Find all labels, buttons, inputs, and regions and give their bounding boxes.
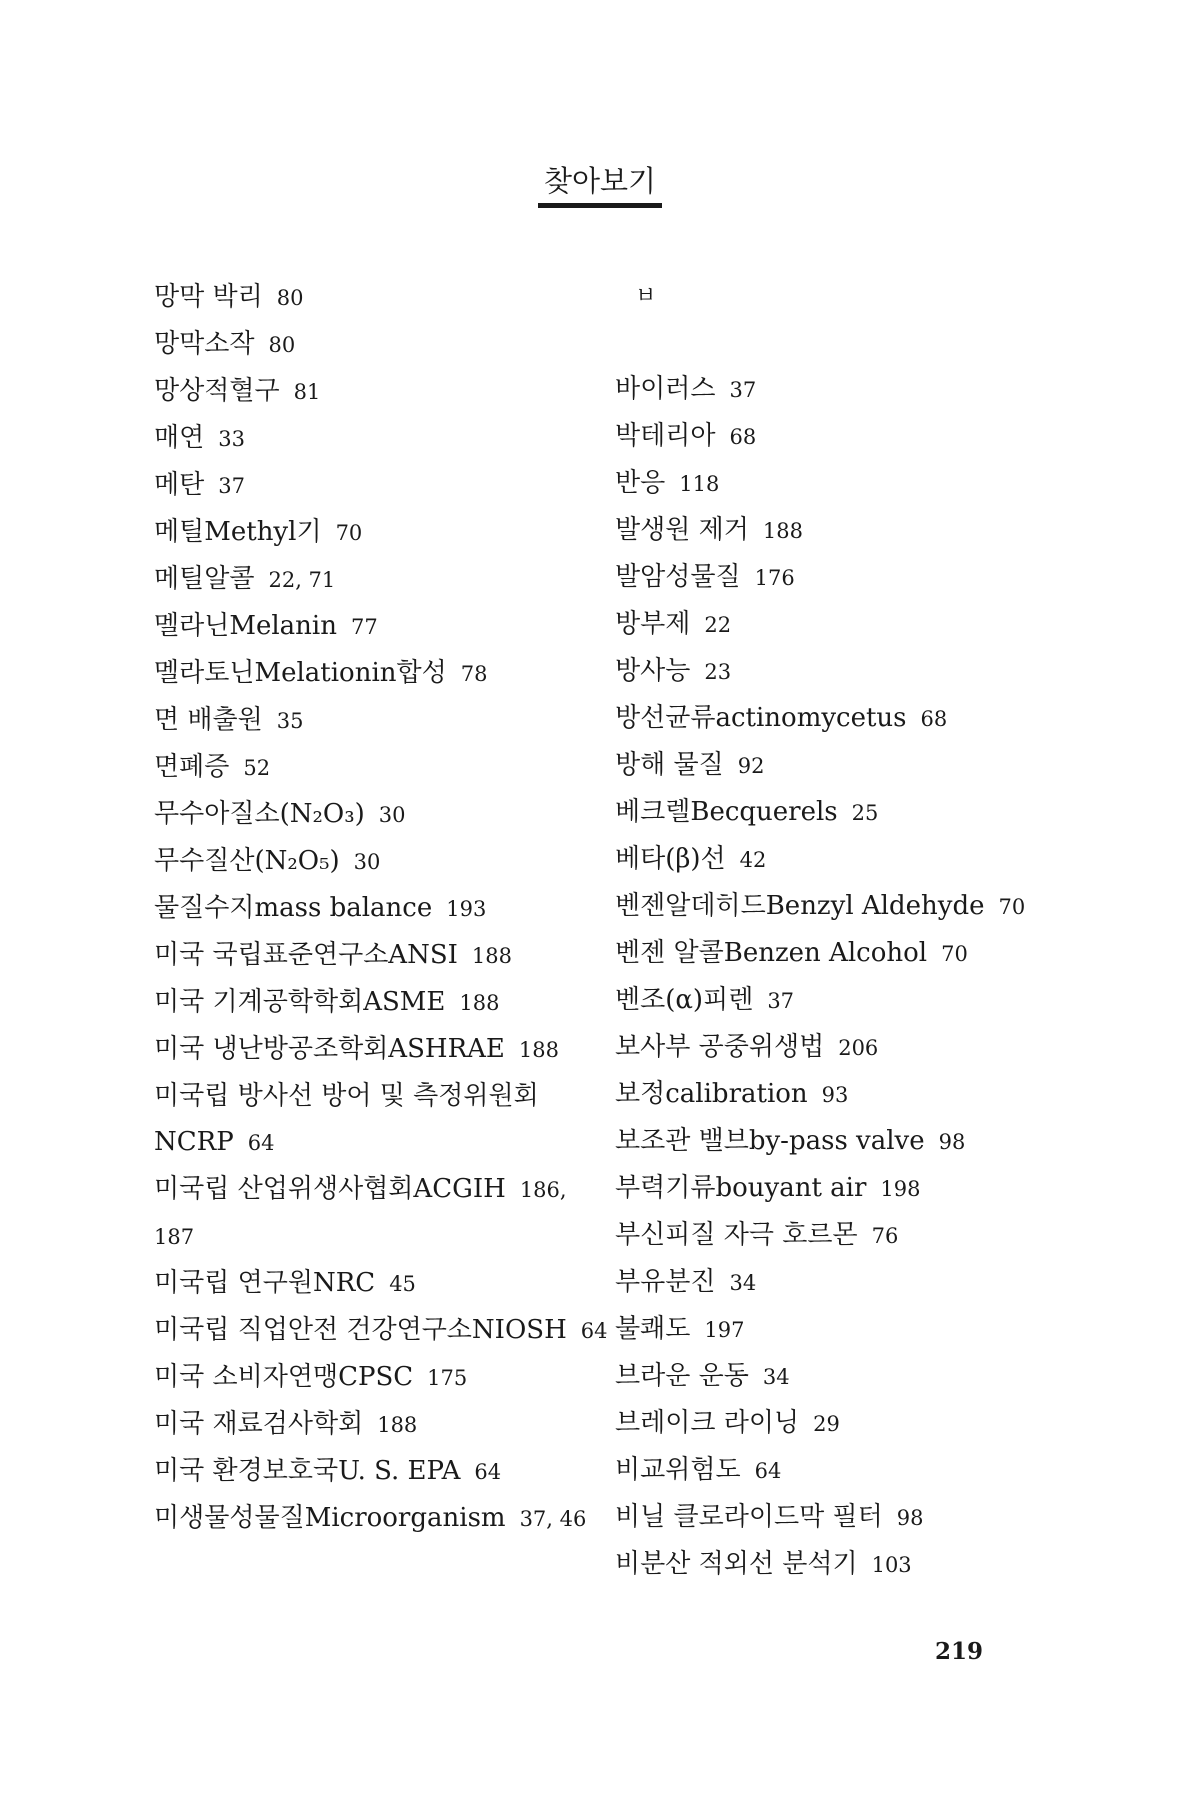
entry-pages: 37 [767, 989, 795, 1013]
entry-pages: 78 [460, 662, 488, 686]
index-entry [154, 462, 584, 509]
index-entry [615, 1541, 1035, 1588]
entry-term: 벤조(α)피렌 [615, 985, 754, 1015]
index-entry [615, 1071, 1035, 1118]
index-entry [154, 1166, 584, 1260]
entry-term: 미국 재료검사학회 [154, 1409, 364, 1439]
index-entry [154, 1495, 587, 1542]
entry-pages: 29 [813, 1412, 840, 1436]
entry-term: 미생물성물질Microorganism [154, 1503, 506, 1533]
index-entry [615, 1118, 1035, 1165]
index-entry [154, 932, 584, 979]
entry-pages: 92 [737, 754, 765, 778]
section-letter: ㅂ [635, 284, 657, 309]
entry-pages: 93 [821, 1083, 849, 1107]
index-entry [615, 648, 1035, 695]
index-entry [615, 836, 1035, 883]
entry-pages: 64 [754, 1459, 782, 1483]
index-entry [615, 601, 1035, 648]
entry-term: 브레이크 라이닝 [615, 1408, 800, 1438]
entry-term: 불쾌도 [615, 1314, 691, 1344]
index-entry [154, 509, 584, 556]
entry-pages: 81 [293, 380, 321, 404]
index-entry [154, 838, 584, 885]
entry-pages: 23 [704, 660, 732, 684]
entry-term: 박테리아 [615, 421, 716, 451]
entry-pages: 64 [247, 1131, 275, 1155]
entry-pages: 34 [762, 1365, 790, 1389]
index-entry [154, 321, 584, 368]
entry-pages: 80 [268, 333, 296, 357]
entry-term: 망막소작 [154, 329, 255, 359]
index-entry [615, 1494, 1035, 1541]
entry-pages: 30 [353, 850, 381, 874]
entry-pages: 35 [276, 709, 304, 733]
entry-term: 보정calibration [615, 1079, 808, 1109]
entry-pages: 193 [446, 897, 487, 921]
entry-pages: 103 [871, 1553, 912, 1577]
entry-term: 반응 [615, 468, 666, 498]
index-entry [154, 650, 584, 697]
entry-pages: 68 [920, 707, 948, 731]
entry-term: 부력기류bouyant air [615, 1173, 867, 1203]
index-entry [615, 507, 1035, 554]
index-entry [615, 366, 1035, 413]
index-entry [615, 1447, 1035, 1494]
index-entry [154, 603, 584, 650]
entry-term: 발생원 제거 [615, 515, 749, 545]
index-entry [154, 1307, 608, 1354]
index-entry [154, 979, 584, 1026]
index-entry [615, 460, 1035, 507]
entry-pages: 22 [704, 613, 732, 637]
entry-pages: 70 [941, 942, 968, 966]
index-entry [154, 1073, 584, 1166]
entry-term: 비분산 적외선 분석기 [615, 1549, 858, 1579]
entry-term: 멜라토닌Melationin합성 [154, 658, 447, 688]
entry-term: 물질수지mass balance [154, 893, 433, 923]
entry-pages: 188 [762, 519, 803, 543]
entry-term: 미국 소비자연맹CPSC [154, 1362, 414, 1392]
index-column-left [154, 274, 608, 1542]
entry-term: 미국립 직업안전 건강연구소NIOSH [154, 1315, 567, 1345]
index-entry [154, 556, 584, 603]
entry-term: 방선균류actinomycetus [615, 703, 907, 733]
entry-pages: 37 [218, 474, 245, 498]
entry-term: 망막 박리 [154, 282, 263, 312]
entry-pages: 34 [729, 1271, 757, 1295]
entry-pages: 25 [851, 801, 879, 825]
entry-pages: 197 [704, 1318, 745, 1342]
entry-term: 망상적혈구 [154, 376, 280, 406]
entry-term: 부신피질 자극 호르몬 [615, 1220, 858, 1250]
index-entry [154, 1354, 584, 1401]
entry-term: 방부제 [615, 609, 691, 639]
entry-term: 미국립 산업위생사협회ACGIH [154, 1174, 506, 1204]
entry-pages: 37 [729, 378, 757, 402]
index-entry [154, 1401, 584, 1448]
entry-term: 미국 냉난방공조학회ASHRAE [154, 1034, 505, 1064]
index-entry [154, 1448, 584, 1495]
entry-term: 바이러스 [615, 374, 716, 404]
entry-term: 보사부 공중위생법 [615, 1032, 825, 1062]
entry-term: 발암성물질 [615, 562, 741, 592]
entry-pages: 68 [729, 425, 757, 449]
index-entry [615, 1306, 1035, 1353]
entry-pages: 118 [679, 472, 720, 496]
entry-pages: 175 [427, 1366, 468, 1390]
index-entry [154, 885, 584, 932]
entry-pages: 188 [459, 991, 500, 1015]
entry-term: 무수아질소(N₂O₃) [154, 799, 365, 829]
entry-pages: 45 [389, 1272, 416, 1296]
entry-term: 메탄 [154, 470, 205, 500]
index-entry [615, 695, 1035, 742]
entry-pages: 188 [518, 1038, 559, 1062]
entry-pages: 76 [871, 1224, 899, 1248]
entry-pages: 80 [276, 286, 304, 310]
entry-pages: 64 [580, 1319, 608, 1343]
entry-term: 방해 물질 [615, 750, 724, 780]
entry-term: 면 배출원 [154, 705, 263, 735]
index-entry [615, 1400, 1035, 1447]
index-entry [615, 1024, 1035, 1071]
entry-term: 면폐증 [154, 752, 230, 782]
index-entry [615, 413, 1035, 460]
entry-pages: 64 [474, 1460, 502, 1484]
entry-pages: 70 [998, 895, 1026, 919]
entry-pages: 198 [880, 1177, 921, 1201]
entry-pages: 77 [350, 615, 378, 639]
entry-pages: 188 [471, 944, 513, 968]
entry-pages: 52 [243, 756, 271, 780]
entry-term: 베크렐Becquerels [615, 797, 838, 827]
entry-term: 무수질산(N₂O₅) [154, 846, 340, 876]
entry-pages: 176 [754, 566, 795, 590]
entry-pages: 37, 46 [519, 1507, 587, 1531]
entry-term: 방사능 [615, 656, 691, 686]
index-entry [154, 791, 584, 838]
entry-pages: 42 [739, 848, 767, 872]
index-entry [615, 1212, 1035, 1259]
entry-term: 보조관 밸브by-pass valve [615, 1126, 925, 1156]
index-column-right [615, 274, 1035, 1588]
entry-term: 벤젠 알콜Benzen Alcohol [615, 938, 928, 968]
entry-pages: 22, 71 [268, 568, 336, 592]
entry-term: 베타(β)선 [615, 844, 726, 874]
index-entry [615, 554, 1035, 601]
entry-term: 메틸Methyl기 [154, 517, 322, 547]
page-title: 찾아보기 [538, 163, 662, 208]
entry-pages: 186, 187 [154, 1178, 567, 1249]
index-entry [154, 368, 584, 415]
entry-term: 미국립 연구원NRC [154, 1268, 376, 1298]
entry-term: 브라운 운동 [615, 1361, 749, 1391]
index-entry [154, 415, 584, 462]
entry-term: 멜라닌Melanin [154, 611, 337, 641]
entry-pages: 30 [378, 803, 406, 827]
index-entry [615, 1353, 1035, 1400]
index-entry [154, 1260, 584, 1307]
index-entry [615, 742, 1035, 789]
entry-pages: 33 [218, 427, 245, 451]
entry-term: 벤젠알데히드Benzyl Aldehyde [615, 891, 985, 921]
index-entry [615, 789, 1035, 836]
index-entry [615, 1165, 1035, 1212]
entry-term: 부유분진 [615, 1267, 716, 1297]
index-entry [615, 1259, 1035, 1306]
index-entry [154, 274, 584, 321]
entry-term: 비닐 클로라이드막 필터 [615, 1502, 883, 1532]
entry-pages: 98 [896, 1506, 924, 1530]
index-entry [154, 744, 584, 791]
page-number: 219 [935, 1638, 984, 1665]
entry-term: 매연 [154, 423, 205, 453]
entry-term: 미국 기계공학학회ASME [154, 987, 446, 1017]
entry-pages: 70 [335, 521, 363, 545]
entry-term: 미국 환경보호국U. S. EPA [154, 1456, 461, 1486]
index-entry [615, 977, 1035, 1024]
index-entry [615, 883, 1035, 930]
entry-pages: 98 [938, 1130, 966, 1154]
index-entry [154, 697, 584, 744]
entry-pages: 206 [838, 1036, 879, 1060]
index-entry [615, 930, 1035, 977]
index-entry [154, 1026, 584, 1073]
entry-term: 미국립 방사선 방어 및 측정위원회 NCRP [154, 1081, 539, 1157]
entry-term: 메틸알콜 [154, 564, 255, 594]
entry-pages: 188 [377, 1413, 418, 1437]
entry-term: 비교위험도 [615, 1455, 741, 1485]
entry-term: 미국 국립표준연구소ANSI [154, 940, 458, 970]
